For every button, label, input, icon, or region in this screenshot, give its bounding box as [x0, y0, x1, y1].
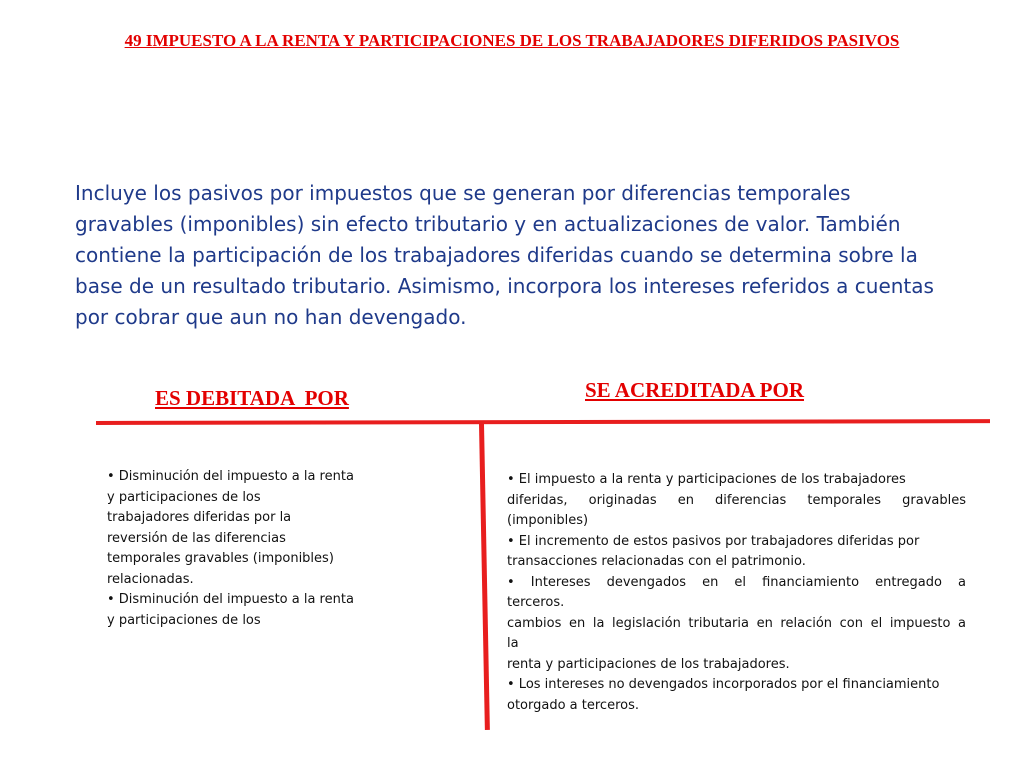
credit-line: • Intereses devengados en el financiamiento entregado a — [507, 574, 966, 590]
t-account-vertical-line — [479, 424, 490, 730]
credit-column — [507, 470, 966, 716]
credit-line: la — [507, 636, 519, 651]
debit-column — [107, 467, 372, 631]
t-account-horizontal-line — [96, 419, 990, 425]
debit-heading: ES DEBITADA POR — [155, 386, 349, 410]
credit-line: otorgado a terceros. — [507, 697, 639, 713]
credit-line: renta y participaciones de los trabajadores. — [507, 656, 790, 672]
credit-line: transacciones relacionadas con el patrimonio. — [507, 554, 806, 569]
credit-line: • El impuesto a la renta y participaciones de los trabajadores — [507, 472, 906, 487]
account-description: Incluye los pasivos por impuestos que se generan por diferencias temporales gravables (imponibles) sin efecto tributario y en actualizaciones de valor. También contiene la participación de los trabajadores diferidas cuando se determina sobre la base de un resultado tributario. Asimismo, incorpora los intereses referidos a cuentas por cobrar que aun no han devengado. — [75, 181, 934, 329]
debit-line: relacionadas. — [107, 571, 194, 587]
credit-line: • Los intereses no devengados incorporados por el financiamiento — [507, 677, 940, 692]
debit-line: • Disminución del impuesto a la renta — [107, 469, 354, 484]
credit-heading: SE ACREDITADA POR — [585, 378, 804, 402]
credit-line: terceros. — [507, 595, 565, 610]
debit-line: y participaciones de los — [107, 489, 261, 505]
debit-line: reversión de las diferencias — [107, 530, 286, 546]
debit-line: temporales gravables (imponibles) — [107, 551, 334, 566]
credit-line: • El incremento de estos pasivos por trabajadores diferidas por — [507, 533, 920, 549]
debit-line: y participaciones de los — [107, 612, 261, 628]
debit-line: trabajadores diferidas por la — [107, 510, 292, 525]
page-title: 49 IMPUESTO A LA RENTA Y PARTICIPACIONES DE LOS TRABAJADORES DIFERIDOS PASIVOS — [124, 31, 900, 50]
credit-line: diferidas, originadas en diferencias temporales gravables — [507, 492, 966, 508]
debit-line: • Disminución del impuesto a la renta — [107, 592, 354, 607]
credit-line: cambios en la legislación tributaria en relación con el impuesto a — [507, 615, 966, 631]
credit-line: (imponibles) — [507, 513, 589, 528]
